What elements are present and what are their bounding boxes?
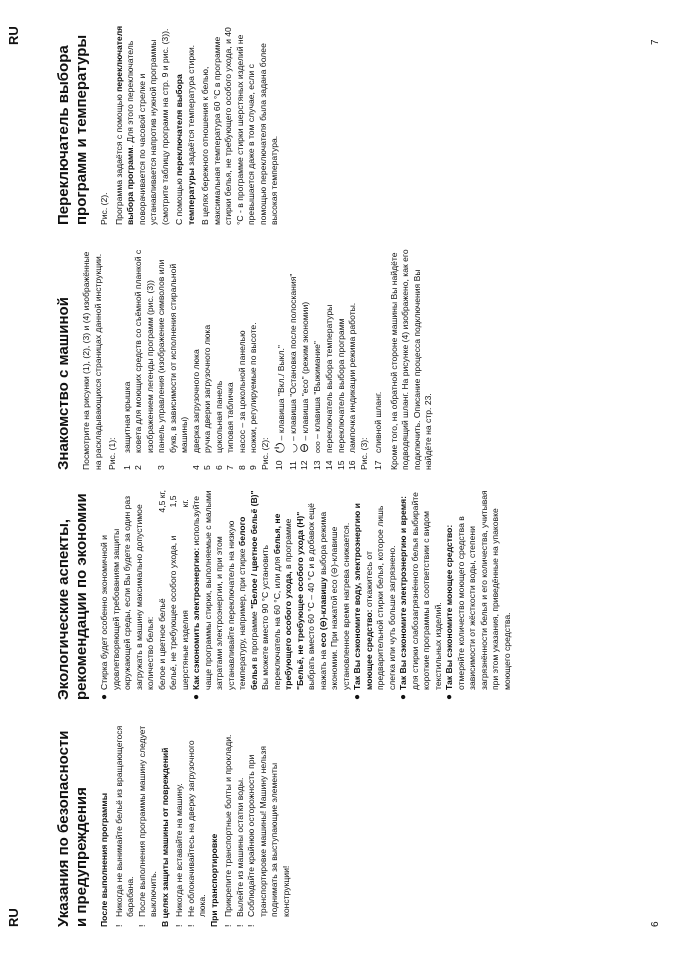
- eco-heading: Экологические аспекты, рекомендации по экономии: [55, 493, 90, 700]
- control-item: 12 ⊖ – клавиша "eco" (режим экономии): [297, 301, 311, 470]
- machine-intro: Посмотрите на рисунки (1), (2), (3) и (4) изображённые на раскладывающихся страницах данной инструкции.: [81, 251, 103, 470]
- machine-part: 2 ковета для моющих средств со съёмной планкой с изображением легенды программ (рис. (3)): [133, 249, 155, 470]
- fig-label-4: Рис. (2).: [99, 192, 109, 225]
- safety-item: ! Никогда не вставайте на машину.: [174, 783, 184, 927]
- selector-paragraph-1: Программа задаётся с помощью переключателя выбора программ. Для этого переключатель поворачивается по часовой стрелке и устанавливается напротив нужной программы (смотрите таблицу программ на стр. 9 и рис. (3)).: [113, 25, 170, 225]
- eco-bullet: ● Так Вы сэкономите воду, электроэнергию и моющее средство: откажитесь от предварительной стирки белья, которое лишь слегка или чуть больше загрязнено.: [352, 503, 397, 700]
- safety-subheading-1: После выполнения программы: [99, 792, 109, 927]
- control-item: 17 сливной шланг.: [373, 391, 383, 470]
- page-number-right: 7: [650, 39, 661, 45]
- safety-item: ! Прикрепите транспортные болты и проклади.: [223, 734, 233, 927]
- safety-item: ! Не облокачивайтесь на дверку загрузочного люка.: [185, 740, 207, 927]
- machine-part: 5 ручка дверки загрузочного люка: [202, 324, 212, 470]
- safety-item: ! Вылейте из машины остатки воды.: [234, 777, 245, 927]
- eco-bullet: ● Стирка будет особенно экономичной и удовлетворяющей требованиям защиты окружающей среды, если Вы будете за один раз загружать в машину максимально допустимое количество белья: белое и цветное бельё 4,5 кг, бельё, не требующее особого ухода, и шерстяные изделия 1,5 кг.: [99, 490, 190, 700]
- selector-paragraph-2: С помощью переключателя выбора температуры задаётся температура стирки.: [174, 44, 196, 225]
- fig-label-2: Рис. (2):: [259, 437, 270, 470]
- language-label-left: RU: [6, 908, 21, 927]
- safety-subheading-2: В целях защиты машины от повреждений: [159, 747, 170, 927]
- selector-heading: Переключатель выбора программ и температуры: [55, 34, 90, 225]
- safety-subheading-3: При транспортировке: [208, 833, 219, 927]
- machine-part: 4 дверка загрузочного люка: [190, 349, 201, 470]
- control-item: 11 ◡ – клавиша "Остановка после полоскания": [286, 273, 299, 470]
- control-item: 15 переключатель выбора программ: [335, 318, 346, 470]
- selector-paragraph-3: В целях бережного отношения к белью, максимальная температура 60 °C в программе стирки белья, не требующего особого ухода, и 40 °C - в программе стирки шерстяных изделий не превышается даже в том случае, если с помощью переключателя была задана более высокая температура.: [200, 27, 279, 225]
- safety-item: ! После выполнения программы машину следует выключить.: [136, 725, 158, 927]
- column-machine: [55, 245, 438, 470]
- machine-outro: Кроме того, на обратной стороне машины Вы найдёте подводящий шланг. На рисунке (4) изображено, как его подключить. Описание процесса подключения Вы найдёте на стр. 23.: [388, 249, 433, 470]
- machine-part: 8 насос – за цокольной панелью: [236, 330, 247, 470]
- fig-label-1: Рис. (1):: [107, 437, 117, 470]
- control-item: 10 ⏻ – клавиша "Вкл./ Выкл.": [272, 345, 287, 470]
- machine-part: 3 панель управления (изображение символов или букв, в зависимости от исполнения стиральной машины): [156, 259, 189, 470]
- machine-heading: Знакомство с машиной: [55, 297, 72, 470]
- page-number-left: 6: [650, 921, 661, 927]
- load-row: белое и цветное бельё 4,5 кг,: [156, 490, 167, 690]
- eco-bullet: ● Как сэкономить электроэнергию: используйте чаще программы стирки, выполняемые с малыми затратами электроэнергии, и при этом устанавливайте переключатель на низкую температуру, например, при стирке белого белья в программе "Белое / цветное бельё (B)" Вы можете вместо 90 °C установить переключатель на 60 °C, или для белья, не требующего особого ухода, в программе "Бельё, не требующее особого ухода (H)" выбрать вместо 60 °C – 40 °C и в добавок ещё нажать на eco (⊖)-клавишу выбора режима экономии. При нажатой eco (⊖)-клавише установленное время нагрева снижается.: [191, 490, 351, 700]
- safety-item: ! Никогда не вынимайте бельё из вращающегося барабана.: [113, 725, 135, 927]
- column-selector: [55, 25, 284, 225]
- machine-part: 1 защитная крышка: [121, 381, 132, 470]
- column-eco: [55, 490, 513, 700]
- load-row: бельё, не требующее особого ухода, и шерстяные изделия 1,5 кг.: [168, 495, 190, 690]
- column-safety: [55, 722, 292, 927]
- machine-part: 9 ножки, регулируемые по высоте.: [248, 322, 258, 470]
- fig-label-3: Рис. (3):: [358, 437, 369, 470]
- safety-item: ! Соблюдайте крайнюю осторожность при транспортировке машины! Машину нельзя поднимать за выступающие элементы конструкции!: [246, 745, 291, 927]
- control-item: 14 переключатель выбора температуры: [324, 304, 334, 470]
- safety-heading: Указания по безопасности и предупреждения: [55, 730, 90, 927]
- machine-part: 7 типовая табличка: [225, 382, 235, 470]
- rinse-hold-icon: ◡: [286, 443, 299, 453]
- control-item: 16 лампочка индикации режима работы.: [347, 302, 357, 470]
- language-label-right: RU: [6, 26, 21, 45]
- eco-bullet: ● Так Вы сэкономите электроэнергию и время: для стирки слабозагрязнённого белья выбирайте короткие программы в соответствии с видом текстильных изделий.: [398, 492, 443, 700]
- spin-icon: ooo: [314, 441, 322, 453]
- eco-bullet: ● Так Вы сэкономите моющее средство: отмеряйте количество моющего средства в зависимости от жёсткости воды, степени загрязнённости белья и его количества, учитывая при этом указания, приведённые на упаковке моющего средства.: [444, 490, 512, 700]
- machine-part: 6 цокольная панель: [213, 380, 224, 470]
- power-icon: ⏻: [272, 442, 287, 453]
- eco-icon: ⊖: [297, 442, 311, 453]
- control-item: 13 ooo – клавиша "Выжимание": [311, 341, 322, 470]
